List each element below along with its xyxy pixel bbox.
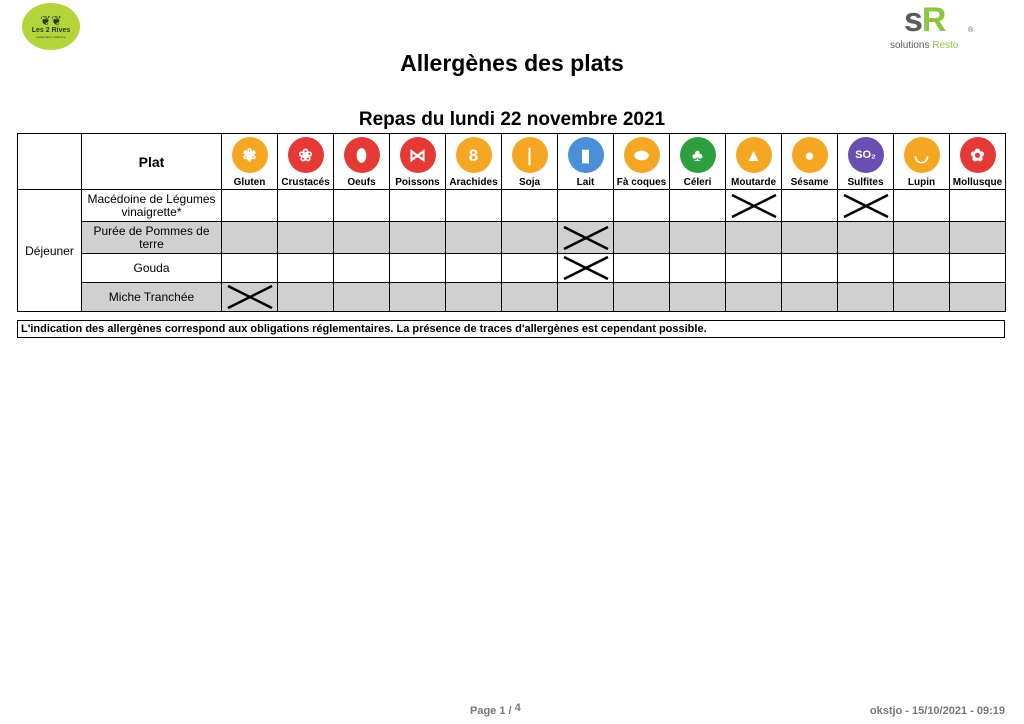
allergen-cell xyxy=(278,254,334,283)
cross-mark-icon xyxy=(842,193,890,219)
cross-mark-icon xyxy=(226,284,274,310)
cross-mark-icon xyxy=(562,255,610,281)
allergen-cell xyxy=(446,190,502,222)
cross-mark-icon xyxy=(730,193,778,219)
shrimp-icon: ❀ xyxy=(288,137,324,173)
allergen-label: Gluten xyxy=(233,177,266,188)
allergen-header-6 xyxy=(558,134,614,190)
allergen-cell xyxy=(278,190,334,222)
allergen-label: Lait xyxy=(576,177,595,188)
so2-icon: SO₂ xyxy=(848,137,884,173)
peanut-icon: 8 xyxy=(456,137,492,173)
allergen-cell xyxy=(782,254,838,283)
solutions-resto-logo xyxy=(888,3,984,53)
page-number: Page 1 / 4 xyxy=(470,702,521,717)
meal-name: Déjeuner xyxy=(18,190,82,312)
allergen-cell xyxy=(558,254,614,283)
print-meta: okstjo - 15/10/2021 - 09:19 xyxy=(869,705,1005,717)
allergen-cell xyxy=(894,254,950,283)
allergen-cell xyxy=(558,190,614,222)
allergen-cell xyxy=(670,222,726,254)
allergen-header-1 xyxy=(278,134,334,190)
allergen-cell xyxy=(726,222,782,254)
allergen-cell xyxy=(838,254,894,283)
allergen-cell xyxy=(278,222,334,254)
allergen-cell xyxy=(614,283,670,312)
milk-bottle-icon: ▮ xyxy=(568,137,604,173)
allergen-cell xyxy=(950,254,1006,283)
allergen-cell xyxy=(894,283,950,312)
allergen-cell xyxy=(446,283,502,312)
empty-corner-cell xyxy=(18,134,82,190)
allergen-cell xyxy=(894,222,950,254)
allergen-cell xyxy=(614,222,670,254)
allergen-cell xyxy=(222,190,278,222)
allergen-header-7 xyxy=(614,134,670,190)
dish-name: Miche Tranchée xyxy=(82,283,222,312)
meal-date-subtitle: Repas du lundi 22 novembre 2021 xyxy=(358,109,666,130)
allergen-table xyxy=(17,133,1006,312)
allergen-cell xyxy=(390,254,446,283)
allergen-header-13 xyxy=(950,134,1006,190)
table-row xyxy=(18,222,1006,254)
allergen-cell xyxy=(222,283,278,312)
les-2-rives-logo xyxy=(22,3,80,50)
allergen-disclaimer: L'indication des allergènes correspond aux obligations réglementaires. La présence de traces d'allergènes est cependant possible. xyxy=(17,320,1005,338)
allergen-label: Crustacés xyxy=(281,177,330,188)
allergen-cell xyxy=(222,254,278,283)
allergen-header-8 xyxy=(670,134,726,190)
dish-name: Macédoine de Légumes vinaigrette* xyxy=(82,190,222,222)
allergen-header-5 xyxy=(502,134,558,190)
egg-icon: ⬮ xyxy=(344,137,380,173)
allergen-cell xyxy=(894,190,950,222)
sesame-icon: ● xyxy=(792,137,828,173)
allergen-label: Sésame xyxy=(790,177,829,188)
allergen-header-9 xyxy=(726,134,782,190)
allergen-cell xyxy=(782,283,838,312)
allergen-label: Céleri xyxy=(683,177,712,188)
allergen-cell xyxy=(726,254,782,283)
allergen-cell xyxy=(614,254,670,283)
sr-mark: sR xyxy=(904,1,946,39)
wheat-icon: ✾ xyxy=(232,137,268,173)
allergen-cell xyxy=(782,190,838,222)
allergen-cell xyxy=(334,222,390,254)
allergen-cell xyxy=(670,190,726,222)
allergen-label: Fà coques xyxy=(616,177,667,188)
allergen-cell xyxy=(670,254,726,283)
allergen-label: Moutarde xyxy=(731,177,776,188)
allergen-cell xyxy=(614,190,670,222)
allergen-cell xyxy=(950,283,1006,312)
allergen-cell xyxy=(782,222,838,254)
allergen-header-12 xyxy=(894,134,950,190)
allergen-cell xyxy=(502,283,558,312)
nut-icon: ⬬ xyxy=(624,137,660,173)
allergen-label: Soja xyxy=(518,177,541,188)
allergen-label: Arachides xyxy=(449,177,498,188)
registered-mark: ® xyxy=(968,27,974,34)
allergen-cell xyxy=(446,254,502,283)
allergen-cell xyxy=(502,222,558,254)
logo-right-tagline: solutions Resto xyxy=(890,40,959,51)
allergen-cell xyxy=(390,222,446,254)
logo-left-text: Les 2 Rives xyxy=(31,26,71,34)
soy-icon: ❘ xyxy=(512,137,548,173)
allergen-cell xyxy=(838,190,894,222)
allergen-cell xyxy=(390,190,446,222)
allergen-label: Mollusque xyxy=(952,177,1003,188)
table-row xyxy=(18,254,1006,283)
allergen-label: Sulfites xyxy=(847,177,884,188)
mustard-icon: ▲ xyxy=(736,137,772,173)
allergen-cell xyxy=(390,283,446,312)
allergen-label: Oeufs xyxy=(347,177,376,188)
allergen-cell xyxy=(502,254,558,283)
allergen-cell xyxy=(334,283,390,312)
allergen-header-0 xyxy=(222,134,278,190)
allergen-cell xyxy=(838,222,894,254)
allergen-cell xyxy=(950,190,1006,222)
allergen-header-3 xyxy=(390,134,446,190)
allergen-cell xyxy=(446,222,502,254)
dish-name: Gouda xyxy=(82,254,222,283)
allergen-label: Lupin xyxy=(907,177,936,188)
allergen-cell xyxy=(502,190,558,222)
allergen-cell xyxy=(670,283,726,312)
cross-mark-icon xyxy=(562,225,610,251)
table-row xyxy=(18,190,1006,222)
plat-header: Plat xyxy=(82,134,222,190)
allergen-label: Poissons xyxy=(395,177,440,188)
allergen-cell xyxy=(558,222,614,254)
leaves-icon: ❦❦ xyxy=(40,12,62,28)
table-header-row xyxy=(18,134,1006,190)
allergen-cell xyxy=(278,283,334,312)
allergen-cell xyxy=(726,283,782,312)
shell-icon: ✿ xyxy=(960,137,996,173)
allergen-cell xyxy=(838,283,894,312)
celery-icon: ♣ xyxy=(680,137,716,173)
allergen-cell xyxy=(558,283,614,312)
allergen-cell xyxy=(726,190,782,222)
dish-name: Purée de Pommes de terre xyxy=(82,222,222,254)
allergen-cell xyxy=(334,190,390,222)
allergen-header-10 xyxy=(782,134,838,190)
lupin-icon: ◡ xyxy=(904,137,940,173)
allergen-cell xyxy=(222,222,278,254)
table-row xyxy=(18,283,1006,312)
logo-left-subtext: restauration collective xyxy=(36,34,66,39)
fish-icon: ⋈ xyxy=(400,137,436,173)
allergen-header-2 xyxy=(334,134,390,190)
allergen-header-11 xyxy=(838,134,894,190)
allergen-cell xyxy=(950,222,1006,254)
allergen-cell xyxy=(334,254,390,283)
page-title: Allergènes des plats xyxy=(400,50,624,76)
allergen-header-4 xyxy=(446,134,502,190)
